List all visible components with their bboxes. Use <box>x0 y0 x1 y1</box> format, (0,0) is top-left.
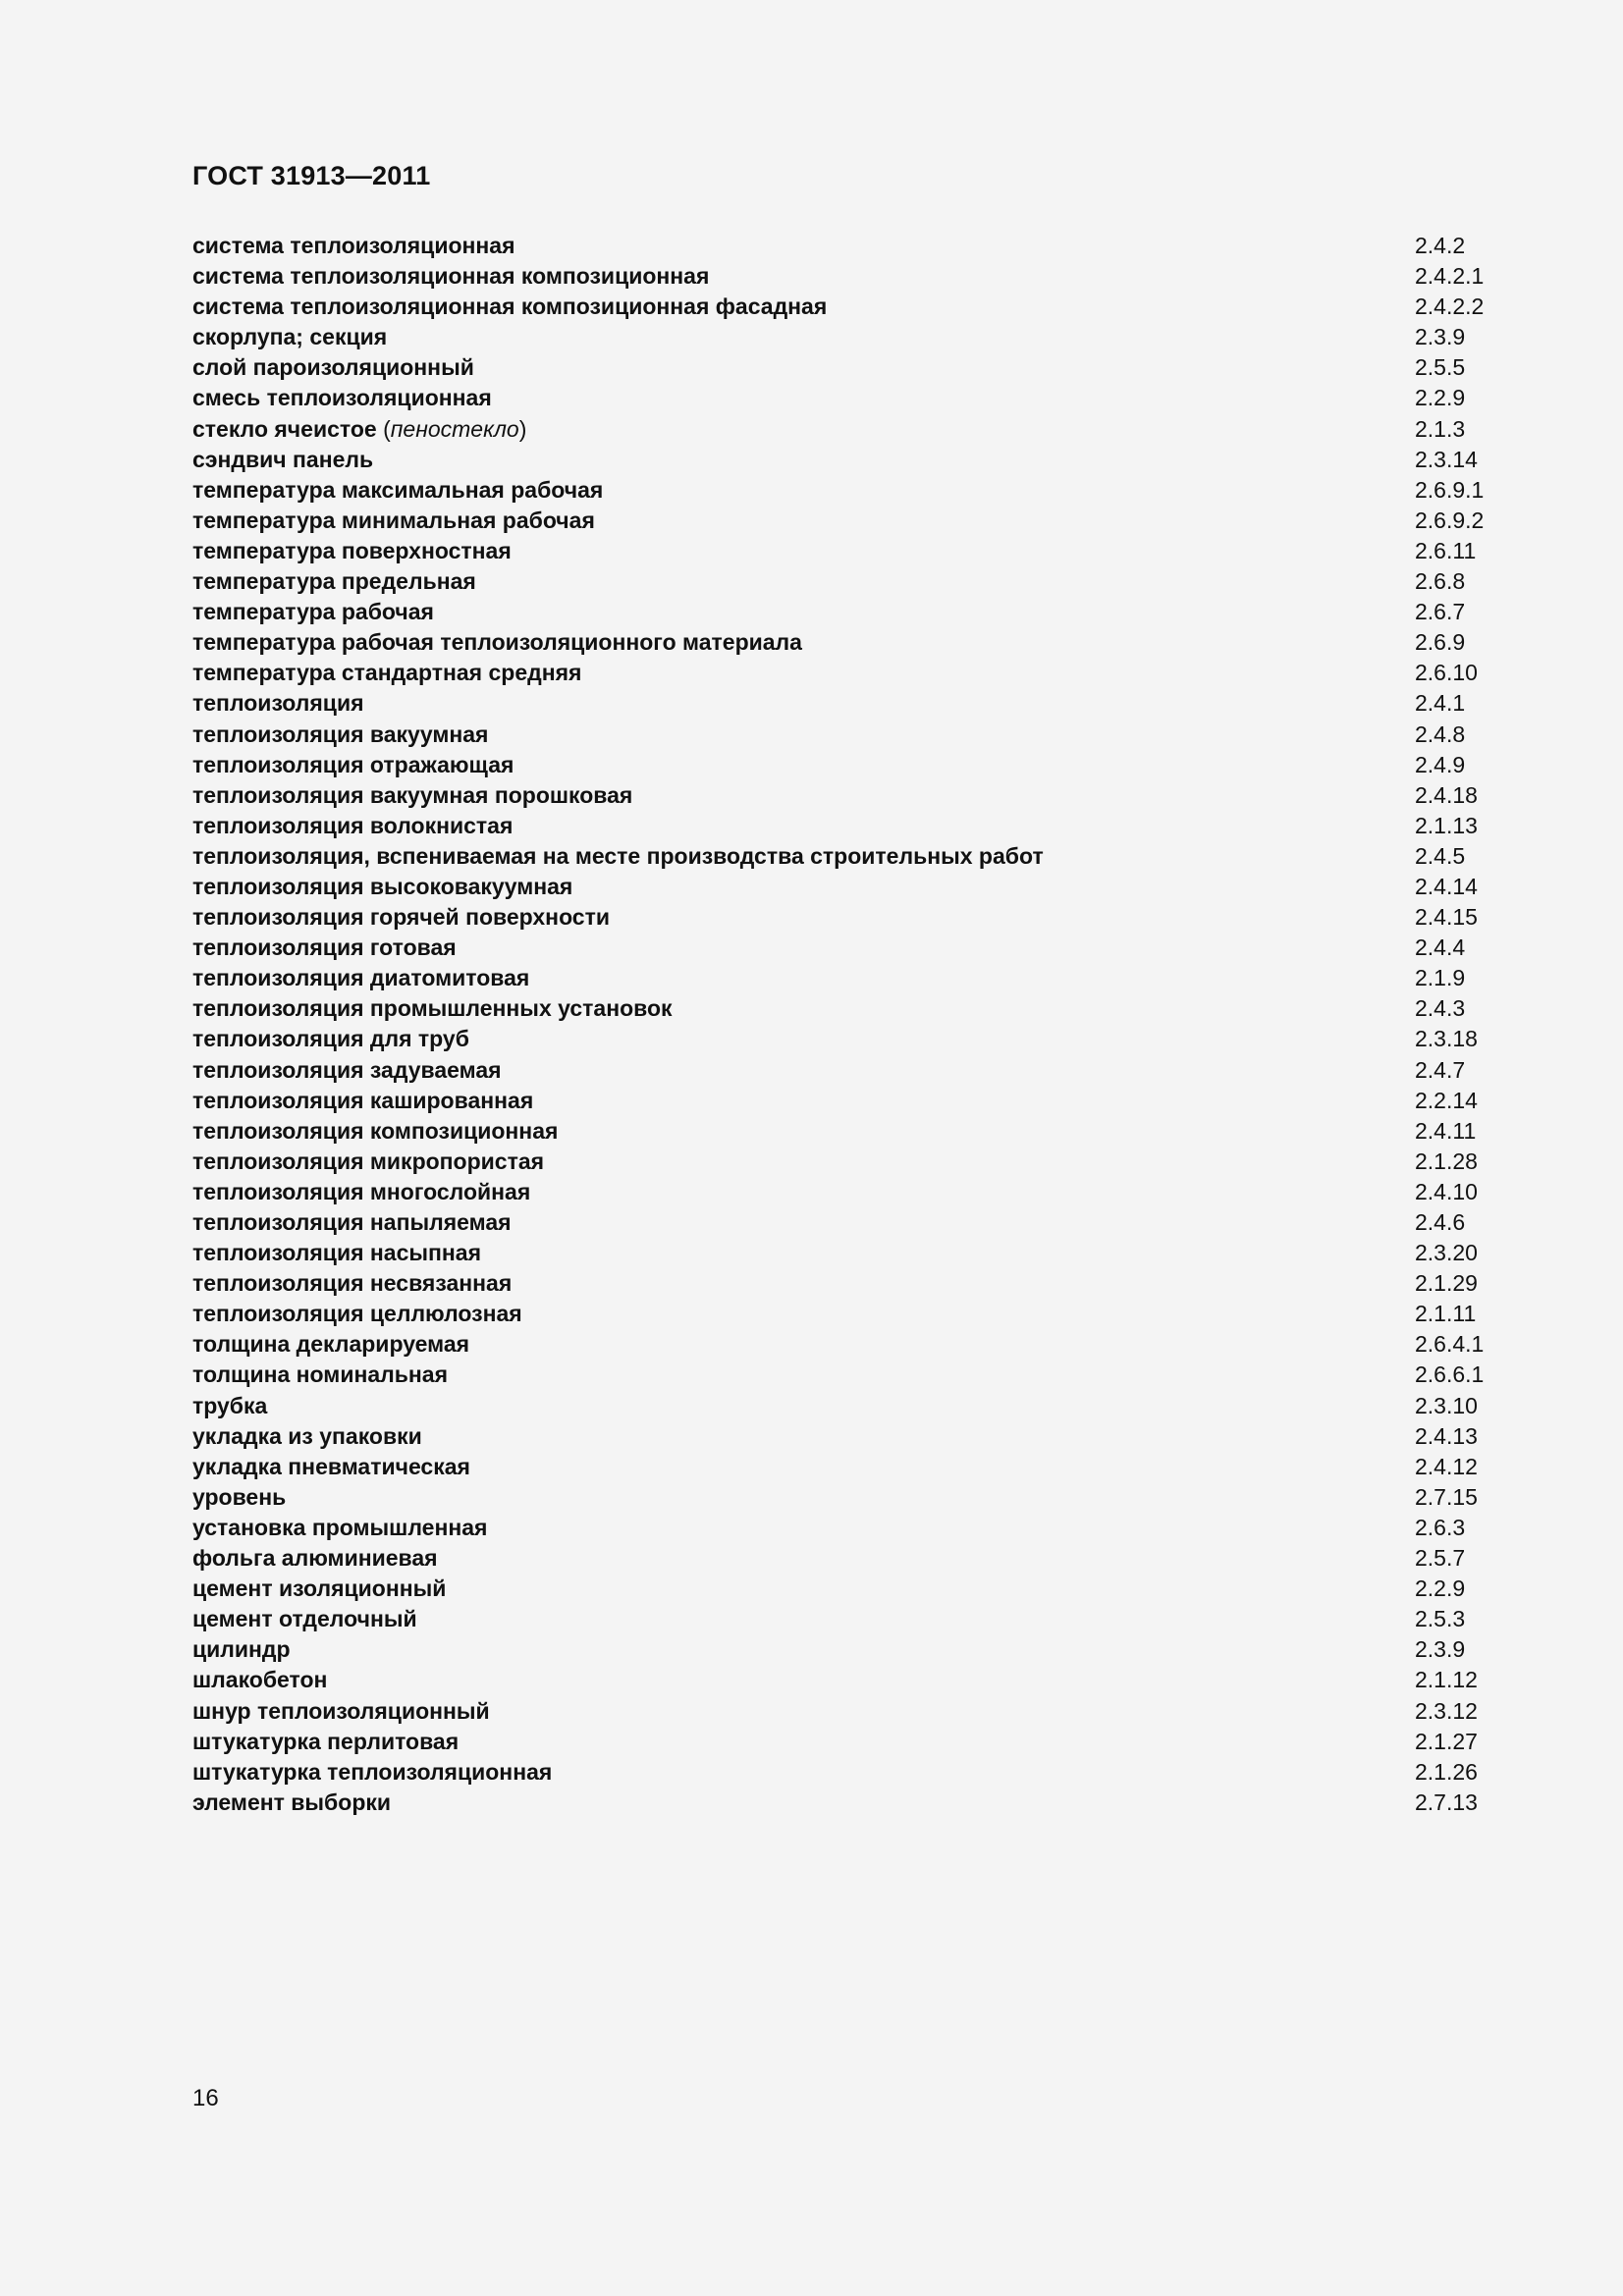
index-entry <box>192 1391 1498 1421</box>
index-section-ref: 2.4.7 <box>1415 1056 1466 1083</box>
index-term-text: теплоизоляция вакуумная порошковая <box>192 781 633 808</box>
index-entry <box>192 963 1498 993</box>
synonym-open-paren: ( <box>376 415 391 442</box>
index-term-text: температура предельная <box>192 568 476 595</box>
index-entry <box>192 750 1498 780</box>
index-entry <box>192 1207 1498 1238</box>
index-term-text: система теплоизоляционная композиционная фасадная <box>192 294 828 320</box>
index-entry <box>192 627 1498 658</box>
index-term <box>192 780 632 811</box>
index-section-ref: 2.1.13 <box>1415 812 1478 838</box>
index-term-text: стекло ячеистое <box>192 415 377 442</box>
index-entry <box>192 1452 1498 1482</box>
index-entry <box>192 1543 1498 1574</box>
index-section-ref: 2.2.14 <box>1415 1087 1478 1113</box>
index-term <box>192 1329 469 1360</box>
index-term-text: установка промышленная <box>192 1514 488 1540</box>
index-entry <box>192 1634 1498 1665</box>
index-term <box>192 1024 469 1054</box>
index-section-ref: 2.1.9 <box>1415 965 1466 991</box>
index-term <box>192 414 526 445</box>
index-section-ref: 2.3.10 <box>1415 1392 1478 1418</box>
index-section-ref: 2.4.8 <box>1415 721 1466 747</box>
index-section-ref: 2.5.7 <box>1415 1545 1466 1572</box>
index-term <box>192 383 492 413</box>
index-section-ref: 2.3.12 <box>1415 1697 1478 1724</box>
index-entry <box>192 566 1498 597</box>
document-header: ГОСТ 31913—2011 <box>192 161 431 190</box>
index-term <box>192 1207 512 1238</box>
index-term <box>192 963 529 993</box>
index-section-ref: 2.6.10 <box>1415 660 1478 686</box>
index-entry <box>192 1268 1498 1299</box>
index-term <box>192 811 513 841</box>
index-term-text: температура минимальная рабочая <box>192 507 595 533</box>
index-section-ref: 2.6.3 <box>1415 1514 1466 1540</box>
index-term <box>192 1665 327 1695</box>
index-term <box>192 1757 552 1788</box>
index-term <box>192 536 512 566</box>
index-term-text: толщина декларируемая <box>192 1331 470 1358</box>
index-entry <box>192 658 1498 688</box>
index-section-ref: 2.4.4 <box>1415 934 1466 961</box>
index-term <box>192 352 474 383</box>
index-term <box>192 1360 448 1390</box>
index-section-ref: 2.7.15 <box>1415 1483 1478 1510</box>
index-entry <box>192 597 1498 627</box>
index-section-ref: 2.6.11 <box>1415 537 1477 563</box>
index-section-ref: 2.4.14 <box>1415 873 1478 899</box>
index-term-text: штукатурка перлитовая <box>192 1728 460 1754</box>
index-term <box>192 658 581 688</box>
index-entry <box>192 1727 1498 1757</box>
term-index-list <box>192 231 1498 1818</box>
index-entry <box>192 1421 1498 1452</box>
index-section-ref: 2.4.2.2 <box>1415 294 1485 320</box>
index-entry <box>192 445 1498 475</box>
index-term-text: шнур теплоизоляционный <box>192 1697 490 1724</box>
index-section-ref: 2.2.9 <box>1415 385 1466 411</box>
index-section-ref: 2.4.10 <box>1415 1178 1478 1204</box>
index-section-ref: 2.1.11 <box>1415 1301 1477 1327</box>
index-term <box>192 993 673 1024</box>
index-term <box>192 597 434 627</box>
index-entry <box>192 720 1498 750</box>
index-term-text: температура поверхностная <box>192 537 512 563</box>
page-number: 16 <box>192 2085 219 2111</box>
index-section-ref: 2.7.13 <box>1415 1789 1478 1815</box>
index-term-text: теплоизоляция волокнистая <box>192 812 514 838</box>
index-term-text: цилиндр <box>192 1636 291 1663</box>
index-term-text: теплоизоляция задуваемая <box>192 1056 502 1083</box>
index-section-ref: 2.4.5 <box>1415 842 1466 869</box>
index-section-ref: 2.1.3 <box>1415 415 1466 442</box>
index-term-text: теплоизоляция горячей поверхности <box>192 904 611 931</box>
index-term <box>192 750 514 780</box>
index-term-text: теплоизоляция микропористая <box>192 1148 545 1174</box>
index-section-ref: 2.6.4.1 <box>1415 1331 1485 1358</box>
index-section-ref: 2.4.2.1 <box>1415 263 1485 290</box>
index-term-text: цемент изоляционный <box>192 1575 447 1602</box>
index-section-ref: 2.4.13 <box>1415 1422 1478 1449</box>
index-term <box>192 231 515 261</box>
index-section-ref: 2.6.9 <box>1415 629 1466 656</box>
index-term-text: теплоизоляция композиционная <box>192 1117 559 1144</box>
index-entry <box>192 383 1498 413</box>
index-term <box>192 841 1044 872</box>
index-term <box>192 1543 438 1574</box>
index-term-text: сэндвич панель <box>192 446 374 472</box>
index-section-ref: 2.3.18 <box>1415 1026 1478 1052</box>
index-section-ref: 2.1.28 <box>1415 1148 1478 1174</box>
index-term <box>192 720 488 750</box>
index-section-ref: 2.4.12 <box>1415 1453 1478 1479</box>
index-entry <box>192 1055 1498 1086</box>
index-term-text: фольга алюминиевая <box>192 1545 438 1572</box>
index-term-text: теплоизоляция напыляемая <box>192 1209 512 1235</box>
index-section-ref: 2.4.18 <box>1415 781 1478 808</box>
index-section-ref: 2.6.9.1 <box>1415 476 1485 503</box>
index-term-text: теплоизоляция готовая <box>192 934 457 961</box>
index-term <box>192 902 610 933</box>
index-section-ref: 2.1.29 <box>1415 1270 1478 1297</box>
index-entry <box>192 933 1498 963</box>
index-entry <box>192 1574 1498 1604</box>
synonym-text: пеностекло <box>390 415 519 442</box>
index-term <box>192 872 572 902</box>
index-term-text: температура максимальная рабочая <box>192 476 604 503</box>
index-term-text: укладка пневматическая <box>192 1453 470 1479</box>
index-term-text: температура рабочая теплоизоляционного материала <box>192 629 802 656</box>
index-term-text: теплоизоляция несвязанная <box>192 1270 513 1297</box>
index-section-ref: 2.3.9 <box>1415 1636 1466 1663</box>
index-term-text: скорлупа; секция <box>192 324 388 350</box>
index-section-ref: 2.4.15 <box>1415 904 1478 931</box>
index-term-text: теплоизоляция отражающая <box>192 751 514 777</box>
index-section-ref: 2.4.2 <box>1415 233 1466 258</box>
index-section-ref: 2.5.5 <box>1415 354 1466 381</box>
index-entry <box>192 1604 1498 1634</box>
index-entry <box>192 780 1498 811</box>
index-term <box>192 322 387 352</box>
index-term <box>192 1116 558 1147</box>
index-term <box>192 1177 530 1207</box>
index-term-text: теплоизоляция многослойная <box>192 1178 531 1204</box>
index-section-ref: 2.2.9 <box>1415 1575 1466 1602</box>
index-section-ref: 2.1.27 <box>1415 1728 1478 1754</box>
index-section-ref: 2.6.8 <box>1415 568 1466 595</box>
index-term <box>192 566 476 597</box>
index-section-ref: 2.4.9 <box>1415 751 1466 777</box>
index-entry <box>192 1360 1498 1390</box>
index-section-ref: 2.4.1 <box>1415 690 1466 717</box>
index-entry <box>192 1116 1498 1147</box>
index-term <box>192 506 595 536</box>
index-term <box>192 1696 490 1727</box>
index-term <box>192 1574 446 1604</box>
index-section-ref: 2.4.3 <box>1415 995 1466 1022</box>
index-term <box>192 1452 470 1482</box>
index-term <box>192 933 457 963</box>
index-term-text: теплоизоляция <box>192 690 364 717</box>
index-term <box>192 445 373 475</box>
index-term-text: уровень <box>192 1483 287 1510</box>
index-term-text: теплоизоляция для труб <box>192 1026 469 1052</box>
index-section-ref: 2.3.9 <box>1415 324 1466 350</box>
index-entry <box>192 1696 1498 1727</box>
index-entry <box>192 1513 1498 1543</box>
index-section-ref: 2.6.6.1 <box>1415 1362 1485 1388</box>
index-term-text: укладка из упаковки <box>192 1422 422 1449</box>
index-term <box>192 261 709 292</box>
index-entry <box>192 811 1498 841</box>
index-term <box>192 1299 522 1329</box>
index-term-text: толщина номинальная <box>192 1362 448 1388</box>
index-term <box>192 1421 422 1452</box>
index-term <box>192 1391 267 1421</box>
index-entry <box>192 1299 1498 1329</box>
index-term-text: трубка <box>192 1392 268 1418</box>
index-term-text: смесь теплоизоляционная <box>192 385 492 411</box>
index-term-text: система теплоизоляционная <box>192 233 515 258</box>
index-section-ref: 2.4.6 <box>1415 1209 1466 1235</box>
index-entry <box>192 993 1498 1024</box>
index-entry <box>192 841 1498 872</box>
index-term-text: теплоизоляция высоковакуумная <box>192 873 573 899</box>
index-term <box>192 1268 512 1299</box>
index-term-text: теплоизоляция насыпная <box>192 1240 482 1266</box>
index-term-text: система теплоизоляционная композиционная <box>192 263 710 290</box>
index-term-text: теплоизоляция, вспениваемая на месте производства строительных работ <box>192 842 1044 869</box>
index-term <box>192 1147 544 1177</box>
index-entry <box>192 1086 1498 1116</box>
index-term <box>192 1482 286 1513</box>
index-entry <box>192 688 1498 719</box>
index-entry <box>192 1024 1498 1054</box>
index-term <box>192 475 603 506</box>
index-term <box>192 688 364 719</box>
index-section-ref: 2.5.3 <box>1415 1606 1466 1632</box>
index-term-text: теплоизоляция вакуумная <box>192 721 489 747</box>
index-entry <box>192 1177 1498 1207</box>
index-term-text: температура стандартная средняя <box>192 660 582 686</box>
index-entry <box>192 1329 1498 1360</box>
index-term <box>192 627 802 658</box>
index-entry <box>192 352 1498 383</box>
index-section-ref: 2.1.12 <box>1415 1667 1478 1693</box>
index-term-synonym <box>377 416 527 442</box>
index-entry <box>192 1788 1498 1818</box>
index-term <box>192 1727 459 1757</box>
index-section-ref: 2.1.26 <box>1415 1758 1478 1785</box>
index-term-text: цемент отделочный <box>192 1606 417 1632</box>
index-entry <box>192 1238 1498 1268</box>
index-term-text: слой пароизоляционный <box>192 354 474 381</box>
index-entry <box>192 322 1498 352</box>
index-term <box>192 1513 487 1543</box>
index-section-ref: 2.3.14 <box>1415 446 1478 472</box>
synonym-close-paren: ) <box>518 415 527 442</box>
index-term <box>192 1634 291 1665</box>
index-term <box>192 1055 502 1086</box>
index-section-ref: 2.6.9.2 <box>1415 507 1485 533</box>
index-term-text: элемент выборки <box>192 1789 392 1815</box>
index-entry <box>192 902 1498 933</box>
index-entry <box>192 475 1498 506</box>
index-entry <box>192 506 1498 536</box>
index-entry <box>192 261 1498 292</box>
index-term <box>192 1238 481 1268</box>
index-entry <box>192 1665 1498 1695</box>
index-term <box>192 1788 391 1818</box>
index-term <box>192 1086 533 1116</box>
index-term-text: теплоизоляция кашированная <box>192 1087 534 1113</box>
index-term-text: теплоизоляция целлюлозная <box>192 1301 522 1327</box>
index-term-text: теплоизоляция промышленных установок <box>192 995 673 1022</box>
index-term <box>192 292 827 322</box>
index-entry <box>192 872 1498 902</box>
index-entry <box>192 292 1498 322</box>
index-section-ref: 2.3.20 <box>1415 1240 1478 1266</box>
index-entry <box>192 536 1498 566</box>
index-term-text: штукатурка теплоизоляционная <box>192 1758 553 1785</box>
index-term <box>192 1604 417 1634</box>
index-section-ref: 2.4.11 <box>1415 1117 1477 1144</box>
index-entry <box>192 414 1498 445</box>
index-entry <box>192 1147 1498 1177</box>
index-section-ref: 2.6.7 <box>1415 599 1466 625</box>
index-term-text: шлакобетон <box>192 1667 328 1693</box>
index-term-text: теплоизоляция диатомитовая <box>192 965 530 991</box>
index-entry <box>192 231 1498 261</box>
index-entry <box>192 1482 1498 1513</box>
index-term-text: температура рабочая <box>192 599 434 625</box>
index-entry <box>192 1757 1498 1788</box>
